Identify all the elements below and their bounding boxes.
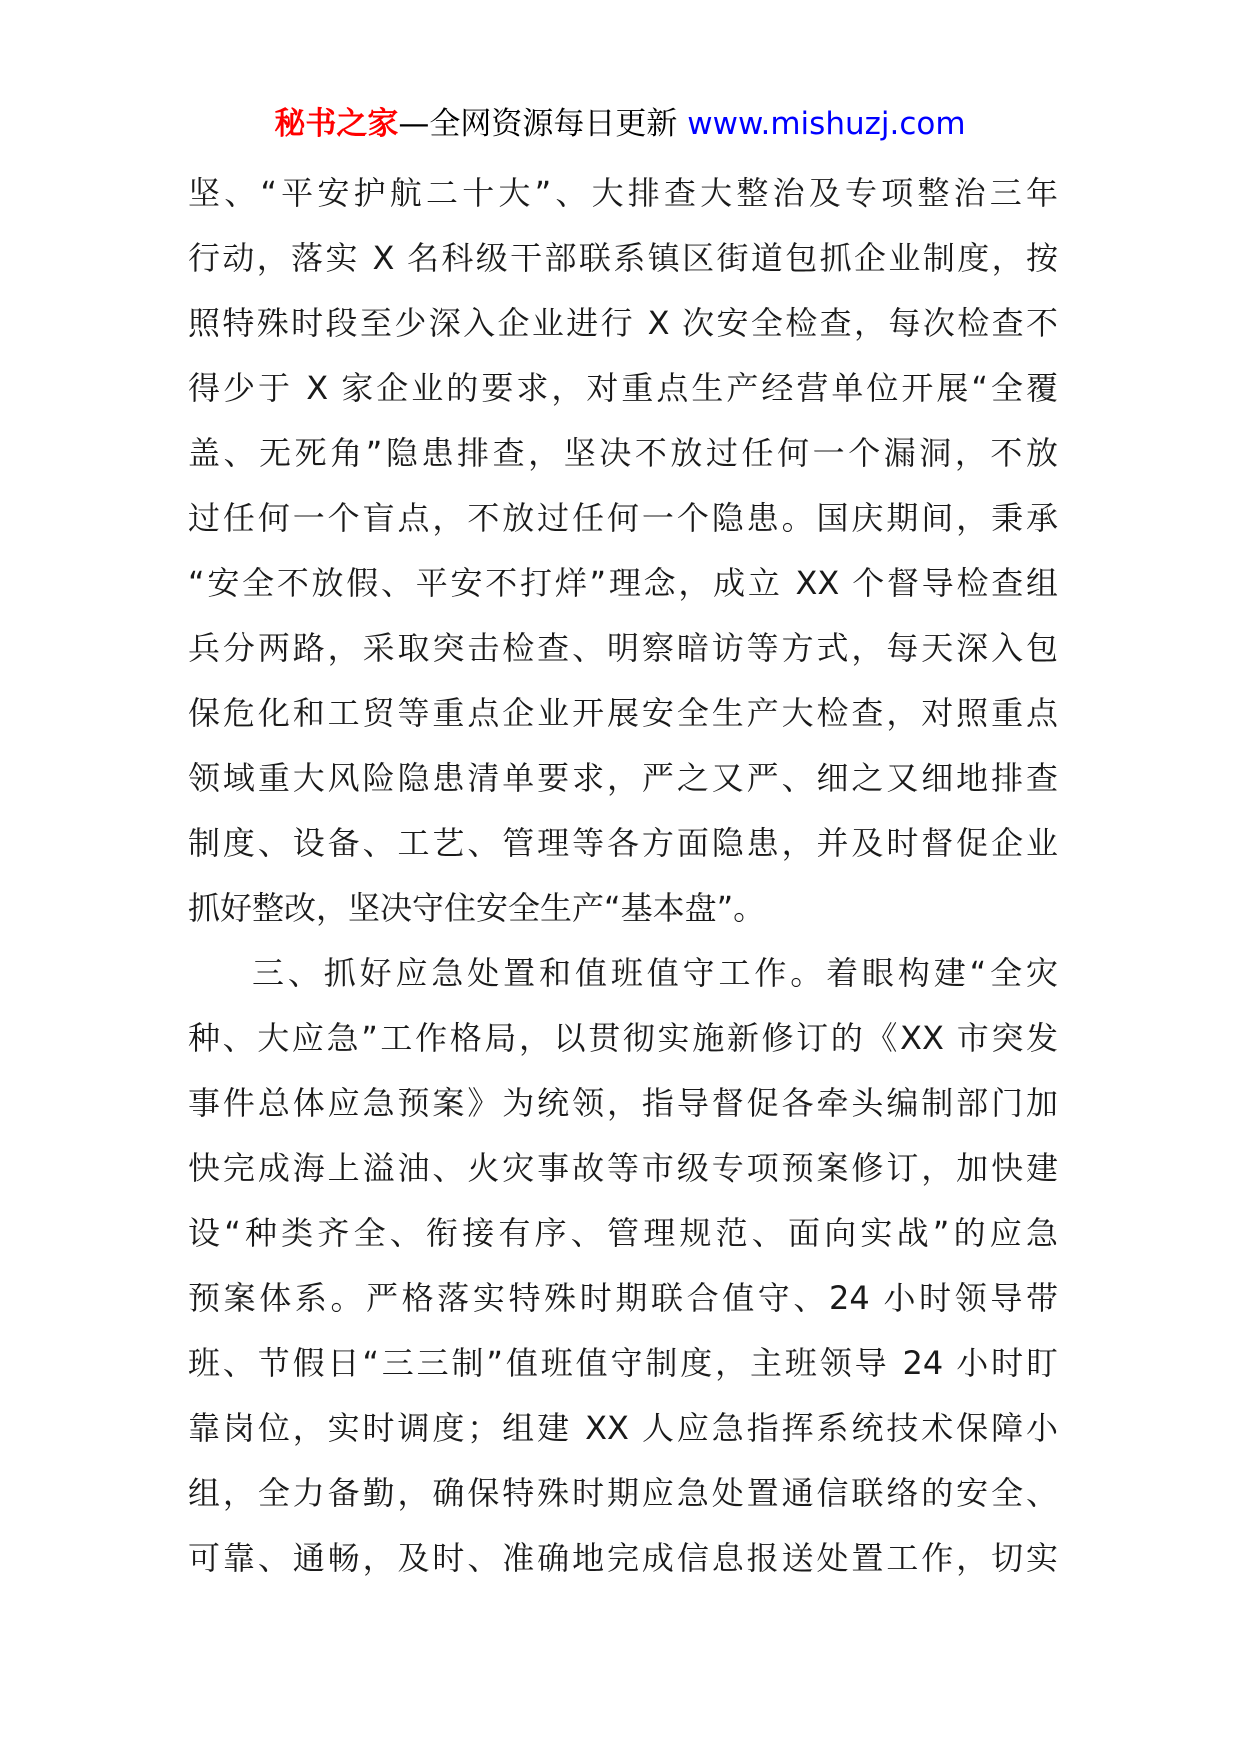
- body-line: 行动，落实 X 名科级干部联系镇区街道包抓企业制度，按: [188, 239, 1058, 277]
- body-line: 兵分两路，采取突击检查、明察暗访等方式，每天深入包: [188, 629, 1058, 667]
- site-header: [0, 100, 1240, 148]
- body-line: 预案体系。严格落实特殊时期联合值守、24 小时领导带: [188, 1279, 1058, 1317]
- body-line: 照特殊时段至少深入企业进行 X 次安全检查，每次检查不: [188, 304, 1058, 342]
- document-body: [188, 161, 1058, 1591]
- paragraph-end-line: 抓好整改，坚决守住安全生产“基本盘”。: [188, 889, 766, 927]
- body-line: 领域重大风险隐患清单要求，严之又严、细之又细地排查: [188, 759, 1058, 797]
- body-line: “安全不放假、平安不打烊”理念，成立 XX 个督导检查组: [188, 564, 1058, 602]
- body-line: 组，全力备勤，确保特殊时期应急处置通信联络的安全、: [188, 1474, 1058, 1512]
- site-url-link[interactable]: www.mishuzj.com: [687, 106, 966, 142]
- body-line: 种、大应急”工作格局，以贯彻实施新修订的《XX 市突发: [188, 1019, 1058, 1057]
- header-slogan: —全网资源每日更新: [398, 106, 678, 142]
- body-line: 保危化和工贸等重点企业开展安全生产大检查，对照重点: [188, 694, 1058, 732]
- body-line: 坚、“平安护航二十大”、大排查大整治及专项整治三年: [188, 174, 1058, 212]
- body-line: 得少于 X 家企业的要求，对重点生产经营单位开展“全覆: [188, 369, 1058, 407]
- body-line: 过任何一个盲点，不放过任何一个隐患。国庆期间，秉承: [188, 499, 1058, 537]
- body-line: 可靠、通畅，及时、准确地完成信息报送处置工作，切实: [188, 1539, 1058, 1577]
- section-heading-line: 三、抓好应急处置和值班值守工作。着眼构建“全灾: [252, 954, 1058, 992]
- body-line: 盖、无死角”隐患排查，坚决不放过任何一个漏洞，不放: [188, 434, 1058, 472]
- body-line: 靠岗位，实时调度；组建 XX 人应急指挥系统技术保障小: [188, 1409, 1058, 1447]
- brand-name: 秘书之家: [274, 106, 399, 142]
- body-line: 事件总体应急预案》为统领，指导督促各牵头编制部门加: [188, 1084, 1058, 1122]
- body-line: 设“种类齐全、衔接有序、管理规范、面向实战”的应急: [188, 1214, 1058, 1252]
- body-line: 班、节假日“三三制”值班值守制度，主班领导 24 小时盯: [188, 1344, 1058, 1382]
- body-line: 快完成海上溢油、火灾事故等市级专项预案修订，加快建: [188, 1149, 1058, 1187]
- body-line: 制度、设备、工艺、管理等各方面隐患，并及时督促企业: [188, 824, 1058, 862]
